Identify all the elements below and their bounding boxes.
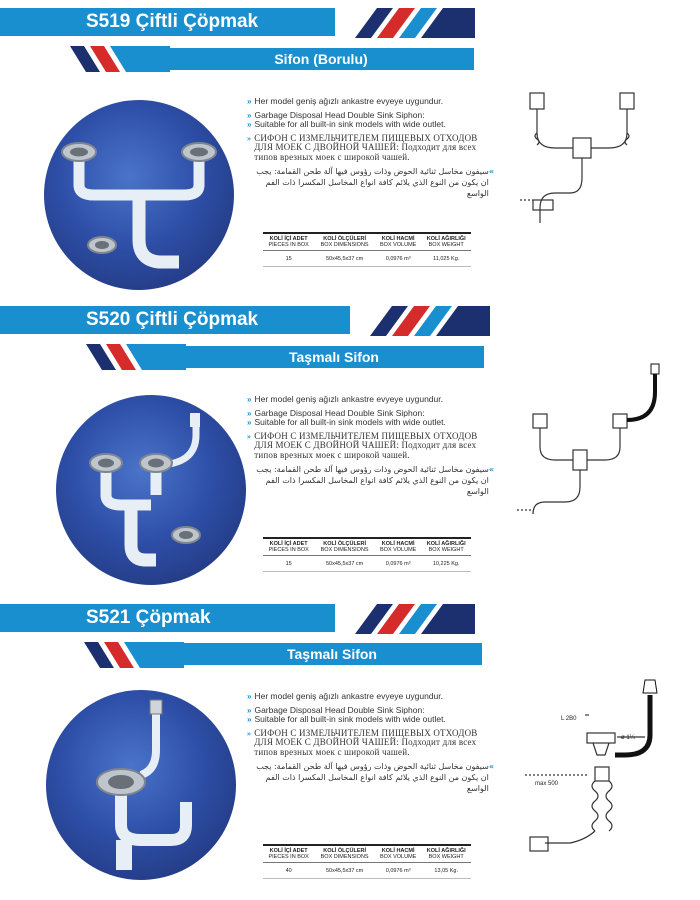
list-item: » Her model geniş ağızlı ankastre evyeye uygundur. — [247, 394, 443, 404]
table-header: KOLİ ÖLÇÜLERİ BOX DIMENSIONS — [314, 845, 375, 863]
list-item: » سيفون مخاسل ثنائية الحوض وذات رؤوس فيها آلة طحن القمامة: يجب ان يكون من النوع الذي يلائم كافة انواع المخاسل المكسرا ذات الفم الواسع — [256, 465, 494, 496]
product-section-s519 — [0, 0, 700, 300]
decorative-stripes — [335, 604, 475, 634]
list-item: » Her model geniş ağızlı ankastre evyeye uygundur. — [247, 96, 443, 106]
product-subtitle: Sifon (Borulu) — [168, 48, 474, 70]
drawing-label: L 2B0 — [561, 716, 577, 722]
table-row: 15 50x45,5x37 cm 0,0976 m³ 11,025 Kg. — [263, 251, 471, 267]
technical-drawing — [515, 88, 645, 238]
list-item: » Suitable for all built-in sink models with wide outlet. — [247, 714, 446, 724]
table-header: KOLİ HACMİ BOX VOLUME — [375, 845, 422, 863]
product-subtitle: Taşmalı Sifon — [182, 643, 482, 665]
product-title: S521 Çöpmak — [0, 604, 335, 632]
table-header: KOLİ HACMİ BOX VOLUME — [375, 233, 422, 251]
decorative-stripes — [350, 306, 490, 336]
product-description — [247, 97, 497, 203]
table-row: 15 50x45,5x37 cm 0,0976 m³ 10,225 Kg. — [263, 556, 471, 572]
product-title: S520 Çiftli Çöpmak — [0, 306, 350, 334]
product-photo — [56, 395, 246, 585]
table-header: KOLİ İÇİ ADET PIECES IN BOX — [263, 845, 314, 863]
list-item: » СИФОН С ИЗМЕЛЬЧИТЕЛЕМ ПИЩЕВЫХ ОТХОДОВ ДЛЯ МОЕК С ДВОЙНОЙ ЧАШЕЙ: Подходит для всех типов врезных моек с широкой чашей. — [247, 132, 478, 162]
list-item: » Suitable for all built-in sink models with wide outlet. — [247, 417, 446, 427]
table-header: KOLİ AĞIRLIĞI BOX WEIGHT — [421, 233, 471, 251]
table-header: KOLİ HACMİ BOX VOLUME — [375, 538, 422, 556]
box-info-table — [263, 844, 471, 879]
product-section-s520 — [0, 300, 700, 600]
technical-drawing — [515, 362, 665, 522]
product-title: S519 Çiftli Çöpmak — [0, 8, 335, 36]
decorative-stripes — [335, 8, 475, 38]
table-header: KOLİ AĞIRLIĞI BOX WEIGHT — [421, 538, 471, 556]
table-header: KOLİ ÖLÇÜLERİ BOX DIMENSIONS — [314, 538, 375, 556]
list-item: » Garbage Disposal Head Double Sink Siphon: — [247, 407, 425, 418]
drawing-label: max 500 — [535, 781, 559, 787]
decorative-stripes — [70, 46, 170, 72]
list-item: » Garbage Disposal Head Double Sink Siphon: — [247, 109, 425, 120]
list-item: » СИФОН С ИЗМЕЛЬЧИТЕЛЕМ ПИЩЕВЫХ ОТХОДОВ ДЛЯ МОЕК С ДВОЙНОЙ ЧАШЕЙ: Подходит для всех типов врезных моек с широкой чашей. — [247, 727, 478, 757]
list-item: » Her model geniş ağızlı ankastre evyeye uygundur. — [247, 691, 443, 701]
decorative-stripes — [86, 344, 186, 370]
table-row: 40 50x45,5x37 cm 0,0976 m³ 13,05 Kg. — [263, 863, 471, 879]
table-header: KOLİ İÇİ ADET PIECES IN BOX — [263, 538, 314, 556]
list-item: » سيفون مخاسل ثنائية الحوض وذات رؤوس فيها آلة طحن القمامة: يجب ان يكون من النوع الذي يلائم كافة انواع المخاسل المكسرا ذات الفم الواسع — [256, 167, 494, 198]
table-header: KOLİ ÖLÇÜLERİ BOX DIMENSIONS — [314, 233, 375, 251]
product-subtitle: Taşmalı Sifon — [184, 346, 484, 368]
list-item: » سيفون مخاسل ثنائية الحوض وذات رؤوس فيها آلة طحن القمامة: يجب ان يكون من النوع الذي يلائم كافة انواع المخاسل المكسرا ذات الفم الواسع — [256, 762, 494, 793]
box-info-table — [263, 537, 471, 572]
box-info-table — [263, 232, 471, 267]
decorative-stripes — [84, 642, 184, 668]
list-item: » Garbage Disposal Head Double Sink Siphon: — [247, 704, 425, 715]
technical-drawing — [525, 675, 675, 875]
product-photo — [46, 690, 236, 880]
list-item: » СИФОН С ИЗМЕЛЬЧИТЕЛЕМ ПИЩЕВЫХ ОТХОДОВ ДЛЯ МОЕК С ДВОЙНОЙ ЧАШЕЙ: Подходит для всех типов врезных моек с широкой чашей. — [247, 430, 478, 460]
table-header: KOLİ AĞIRLIĞI BOX WEIGHT — [421, 845, 471, 863]
drawing-label: ø 1¼ — [621, 735, 635, 741]
table-header: KOLİ İÇİ ADET PIECES IN BOX — [263, 233, 314, 251]
list-item: » Suitable for all built-in sink models with wide outlet. — [247, 119, 446, 129]
product-description — [247, 395, 497, 501]
product-section-s521 — [0, 600, 700, 900]
product-photo — [44, 100, 234, 290]
product-description — [247, 692, 497, 798]
